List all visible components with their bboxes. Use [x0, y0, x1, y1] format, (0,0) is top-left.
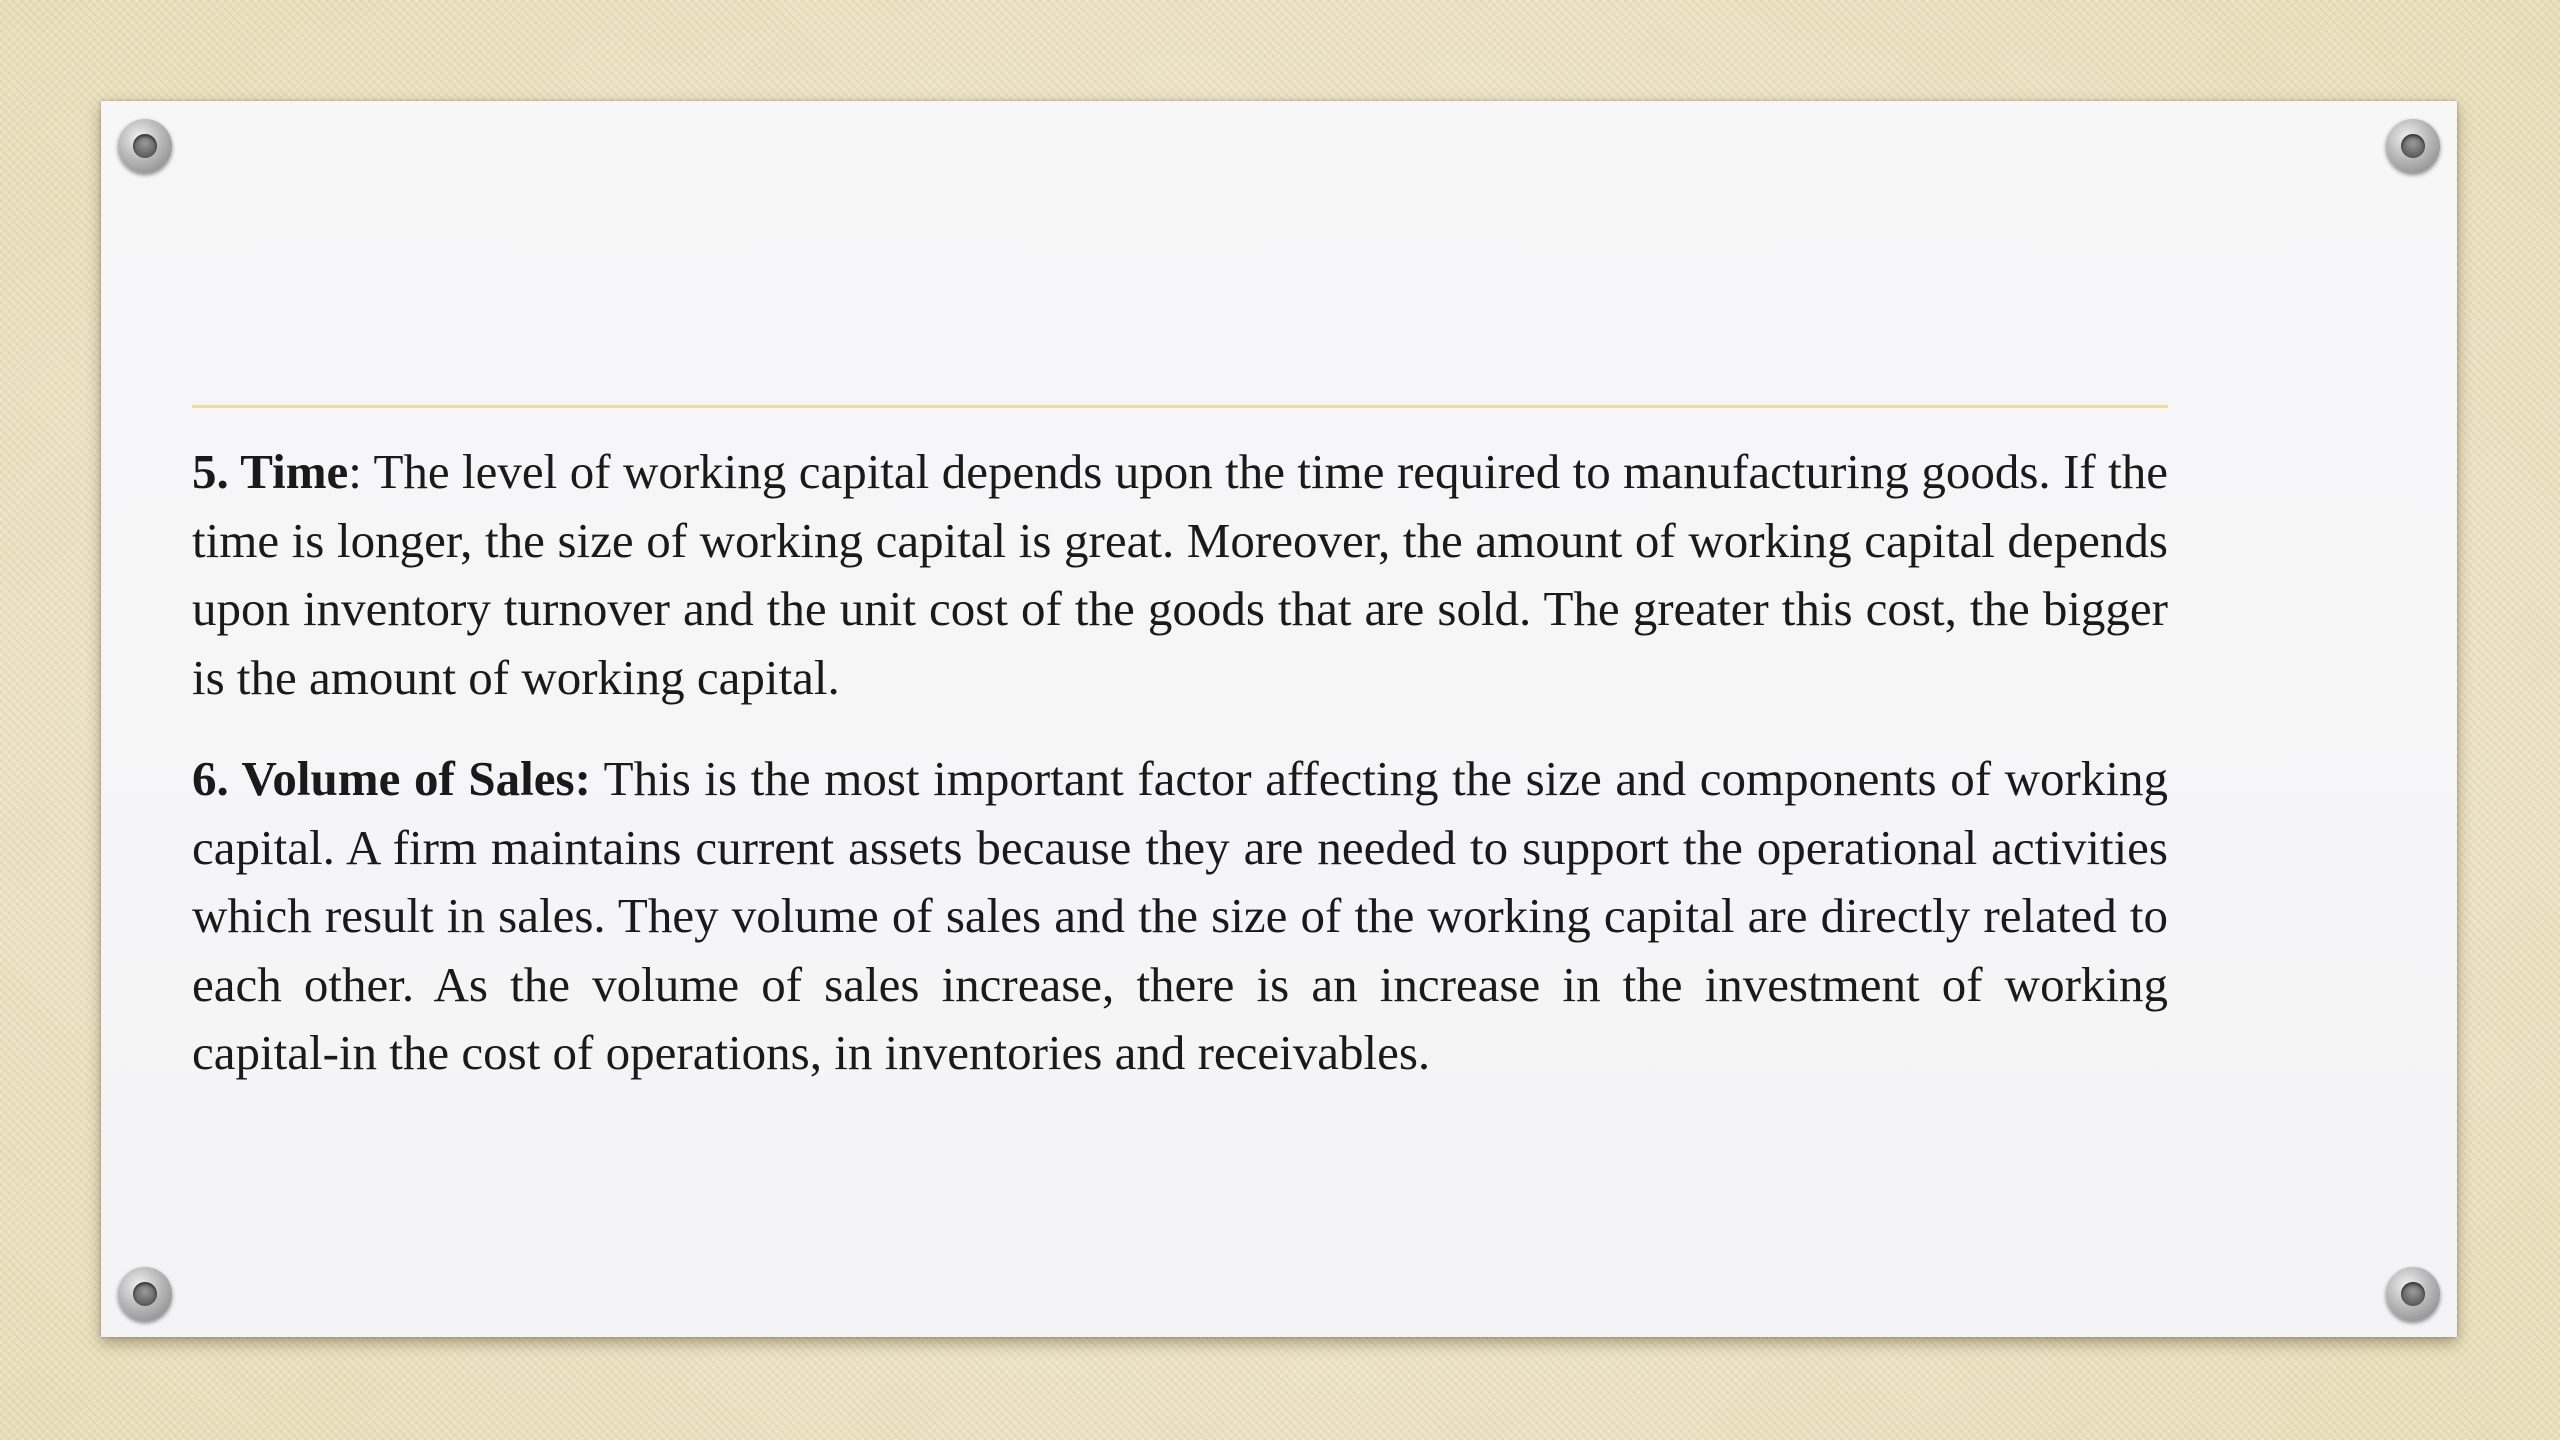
- paragraph-volume-of-sales-heading: 6. Volume of Sales:: [192, 751, 591, 806]
- paragraph-time: [192, 438, 2168, 712]
- paragraph-time-heading: 5. Time: [192, 444, 349, 499]
- paragraph-time-body: : The level of working capital depends upon the time required to manufacturing goods. If the time is longer, the size of working capital is great. Moreover, the amount of working capital depends upon inventory turnover and the unit cost of the goods that are sold. The greater this cost, the bigger is the amount of working capital.: [192, 444, 2168, 705]
- screw-bottom-right-icon: [2386, 1267, 2440, 1321]
- screw-top-right-icon: [2386, 119, 2440, 173]
- title-divider: [192, 405, 2168, 408]
- slide-content: [192, 438, 2168, 1121]
- screw-top-left-icon: [118, 119, 172, 173]
- paragraph-volume-of-sales: [192, 745, 2168, 1088]
- screw-bottom-left-icon: [118, 1267, 172, 1321]
- paragraph-volume-of-sales-body: This is the most important factor affecting the size and components of working capital. A firm maintains current assets because they are needed to support the operational activities which result in sales. They volume of sales and the size of the working capital are directly related to each other. As the volume of sales increase, there is an increase in the investment of working capital-in the cost of operations, in inventories and receivables.: [192, 751, 2168, 1080]
